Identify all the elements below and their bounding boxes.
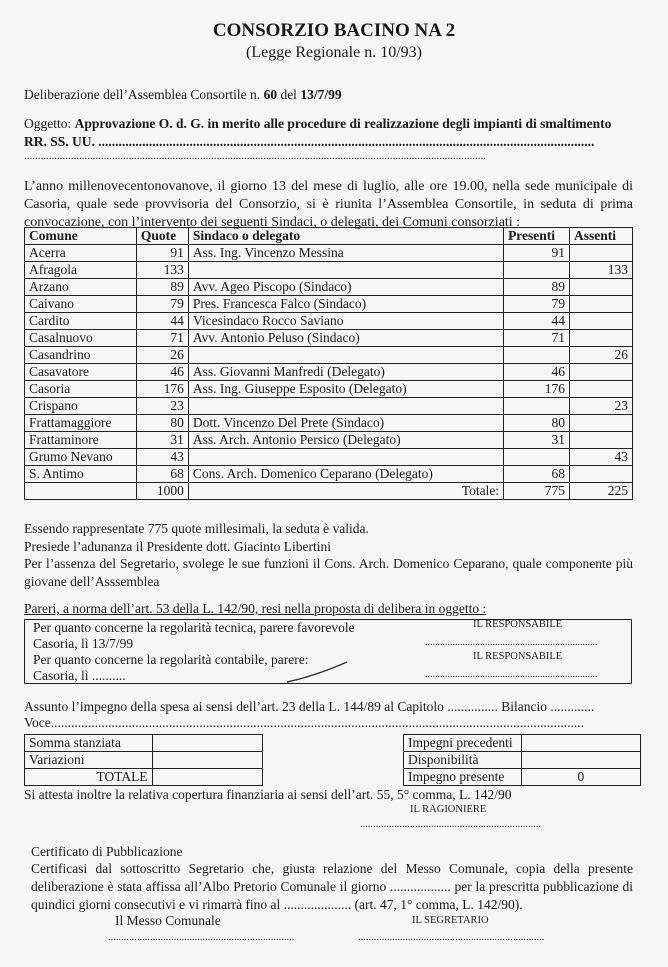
- table-row: [25, 398, 633, 415]
- cell-quote: 91: [136, 245, 188, 262]
- cell-comune: Casandrino: [25, 347, 137, 364]
- pareri-box: [24, 619, 632, 684]
- cell-delegato: [188, 262, 503, 279]
- cell-comune: Casavatore: [25, 364, 137, 381]
- messo-signature-line: .......................................................................: [108, 932, 295, 943]
- table-row: [25, 466, 633, 483]
- cell-comune: Casalnuovo: [25, 330, 137, 347]
- attesta-line: Si attesta inoltre la relativa copertura finanziaria ai sensi dell’art. 55, 5° comma, L. 142/90: [24, 787, 512, 802]
- cell-quote: 23: [136, 398, 188, 415]
- certificato-paragraph: Certificasi dal sottoscritto Segretario che, giusta relazione del Messo Comunale, copia della presente deliberazione è stata affissa all’Albo Pretorio Comunale il giorno .................. per la prescritta pubblicazione di quindici giorni consecutivi e vi rimarrà fino al .................... (art. 47, 1° comma, L. 142/90).: [31, 861, 633, 912]
- cell-quote: 44: [136, 313, 188, 330]
- table-row: [25, 245, 633, 262]
- intro-paragraph: L’anno millenovecentonovanove, il giorno 13 del mese di luglio, alle ore 19.00, nella sede municipale di Casoria, quale sede provvisoria del Consorzio, si è riunita l’Assemblea Consortile, in seduta di prima convocazione, con l’intervento dei seguenti Sindaci, o delegati, dei Comuni consorziati :: [24, 179, 633, 230]
- cell-quote: 80: [136, 415, 188, 432]
- cell-value: [152, 769, 262, 786]
- cell-delegato: Vicesindaco Rocco Saviano: [188, 313, 503, 330]
- cell-comune: Cardito: [25, 313, 137, 330]
- total-assenti: 225: [570, 483, 633, 500]
- validity-line: Essendo rappresentate 775 quote millesimali, la seduta è valida.: [24, 521, 369, 536]
- cell-presenti: [504, 449, 570, 466]
- attendance-table: [24, 227, 633, 500]
- cell-comune: Casoria: [25, 381, 137, 398]
- cell-quote: 43: [136, 449, 188, 466]
- cell-value: [521, 752, 640, 769]
- table-row: [25, 769, 263, 786]
- cell-presenti: 71: [504, 330, 570, 347]
- cell-empty: [25, 483, 137, 500]
- table-row: [25, 432, 633, 449]
- table-row: [404, 735, 641, 752]
- cell-assenti: 133: [570, 262, 633, 279]
- deliberazione-date: 13/7/99: [300, 87, 342, 102]
- cell-delegato: Ass. Arch. Antonio Persico (Delegato): [188, 432, 503, 449]
- table-row: [25, 279, 633, 296]
- cell-value: [521, 735, 640, 752]
- cell-delegato: Pres. Francesca Falco (Sindaco): [188, 296, 503, 313]
- table-row: [25, 752, 263, 769]
- table-row: [25, 262, 633, 279]
- cell-quote: 89: [136, 279, 188, 296]
- cell-quote: 176: [136, 381, 188, 398]
- total-presenti: 775: [504, 483, 570, 500]
- ragioniere-signature-line: .....................................................................: [360, 819, 542, 830]
- cell-comune: Arzano: [25, 279, 137, 296]
- table-row: [25, 313, 633, 330]
- cell-label: Impegni precedenti: [404, 735, 522, 752]
- cell-assenti: [570, 381, 633, 398]
- cell-presenti: [504, 262, 570, 279]
- president-line: Presiede l’adunanza il Presidente dott. Giacinto Libertini: [24, 539, 332, 554]
- cell-quote: 133: [136, 262, 188, 279]
- voce-line: Voce..............................................................................................................................................................: [24, 715, 584, 730]
- cell-assenti: 26: [570, 347, 633, 364]
- table-header-row: [25, 228, 633, 245]
- responsabile-contabile: IL RESPONSABILE: [473, 651, 563, 662]
- header-comune: Comune: [25, 228, 137, 245]
- cell-quote: 79: [136, 296, 188, 313]
- cell-comune: Acerra: [25, 245, 137, 262]
- budget-left-table: [24, 734, 263, 786]
- signature-line-contabile: .....................................................................: [425, 669, 598, 680]
- cell-delegato: Avv. Ageo Piscopo (Sindaco): [188, 279, 503, 296]
- cell-delegato: Ass. Giovanni Manfredi (Delegato): [188, 364, 503, 381]
- pareri-contabile-date: Casoria, lì ..........: [33, 668, 126, 683]
- cell-assenti: [570, 296, 633, 313]
- cell-presenti: [504, 398, 570, 415]
- cell-quote: 46: [136, 364, 188, 381]
- cell-presenti: 44: [504, 313, 570, 330]
- cell-quote: 71: [136, 330, 188, 347]
- oggetto-text: Approvazione O. d. G. in merito alle procedure di realizzazione degli impianti di smaltimento: [74, 116, 612, 131]
- total-label: Totale:: [188, 483, 503, 500]
- secretary-paragraph: Per l’assenza del Segretario, svolege le sue funzioni il Cons. Arch. Domenico Ceparano, quale componente più giovane dell’Asssemblea: [24, 556, 633, 589]
- cell-comune: Frattamaggiore: [25, 415, 137, 432]
- cell-assenti: [570, 330, 633, 347]
- cell-presenti: 79: [504, 296, 570, 313]
- table-row: [25, 415, 633, 432]
- deliberazione-prefix: Deliberazione dell’Assemblea Consortile n.: [24, 87, 261, 102]
- table-row: [404, 769, 641, 786]
- cell-assenti: 43: [570, 449, 633, 466]
- cell-delegato: [188, 398, 503, 415]
- table-row: [25, 296, 633, 313]
- table-row: [25, 364, 633, 381]
- cell-assenti: [570, 432, 633, 449]
- cell-delegato: Ass. Ing. Vincenzo Messina: [188, 245, 503, 262]
- oggetto-label: Oggetto:: [24, 116, 72, 131]
- cell-label: TOTALE: [25, 769, 153, 786]
- cell-presenti: 91: [504, 245, 570, 262]
- cell-label: Disponibilità: [404, 752, 522, 769]
- cell-assenti: 23: [570, 398, 633, 415]
- cell-presenti: 68: [504, 466, 570, 483]
- cell-assenti: [570, 364, 633, 381]
- header-quote: Quote: [136, 228, 188, 245]
- deliberazione-line: [24, 87, 342, 103]
- cell-delegato: Cons. Arch. Domenico Ceparano (Delegato): [188, 466, 503, 483]
- cell-comune: S. Antimo: [25, 466, 137, 483]
- cell-label: Somma stanziata: [25, 735, 153, 752]
- cell-assenti: [570, 279, 633, 296]
- table-row: [25, 330, 633, 347]
- signature-line-tecnica: .....................................................................: [425, 637, 598, 648]
- cell-value: [152, 752, 262, 769]
- pareri-tecnica-date: Casoria, lì 13/7/99: [33, 636, 134, 651]
- cell-delegato: Avv. Antonio Peluso (Sindaco): [188, 330, 503, 347]
- cell-quote: 31: [136, 432, 188, 449]
- cell-presenti: 89: [504, 279, 570, 296]
- header-delegato: Sindaco o delegato: [188, 228, 503, 245]
- signature-stroke-icon: [285, 658, 355, 686]
- deliberazione-del: del: [280, 87, 297, 102]
- segretario-signature-line: .......................................................................: [358, 932, 545, 943]
- cell-assenti: [570, 466, 633, 483]
- table-row: [25, 347, 633, 364]
- oggetto-line: [24, 116, 611, 132]
- cell-presenti: 46: [504, 364, 570, 381]
- cell-comune: Frattaminore: [25, 432, 137, 449]
- document-title: CONSORZIO BACINO NA 2: [212, 20, 456, 41]
- impegno-line: Assunto l’impegno della spesa ai sensi dell’art. 23 della L. 144/89 al Capitolo ............... Bilancio .............: [24, 699, 595, 714]
- certificato-title: Certificato di Pubblicazione: [31, 844, 183, 859]
- cell-presenti: 80: [504, 415, 570, 432]
- total-quote: 1000: [136, 483, 188, 500]
- pareri-tecnica: Per quanto concerne la regolarità tecnica, parere favorevole: [33, 620, 355, 635]
- cell-label: Variazioni: [25, 752, 153, 769]
- cell-delegato: [188, 347, 503, 364]
- table-row: [25, 735, 263, 752]
- cell-comune: Caivano: [25, 296, 137, 313]
- header-assenti: Assenti: [570, 228, 633, 245]
- cell-assenti: [570, 415, 633, 432]
- table-row: [25, 449, 633, 466]
- cell-presenti: 176: [504, 381, 570, 398]
- cell-quote: 68: [136, 466, 188, 483]
- cell-presenti: [504, 347, 570, 364]
- cell-presenti: 31: [504, 432, 570, 449]
- responsabile-tecnica: IL RESPONSABILE: [473, 619, 563, 630]
- oggetto-line3: ........................................................................................................................................................................: [24, 150, 486, 162]
- segretario-label: IL SEGRETARIO: [412, 915, 489, 926]
- document-subtitle: (Legge Regionale n. 10/93): [246, 44, 422, 61]
- cell-quote: 26: [136, 347, 188, 364]
- cell-comune: Crispano: [25, 398, 137, 415]
- table-totals-row: [25, 483, 633, 500]
- cell-value: [152, 735, 262, 752]
- budget-right-table: [403, 734, 641, 786]
- cell-comune: Grumo Nevano: [25, 449, 137, 466]
- cell-assenti: [570, 313, 633, 330]
- table-row: [25, 381, 633, 398]
- deliberazione-number: 60: [263, 87, 278, 102]
- cell-delegato: Dott. Vincenzo Del Prete (Sindaco): [188, 415, 503, 432]
- oggetto-line2: RR. SS. UU. ...................................................................................................................................................: [24, 134, 595, 149]
- cell-label: Impegno presente: [404, 769, 522, 786]
- messo-label: Il Messo Comunale: [115, 913, 221, 928]
- ragioniere-label: IL RAGIONIERE: [410, 804, 487, 815]
- pareri-heading: Pareri, a norma dell’art. 53 della L. 142/90, resi nella proposta di delibera in oggetto :: [24, 601, 487, 616]
- cell-comune: Afragola: [25, 262, 137, 279]
- cell-value: 0: [521, 769, 640, 786]
- header-presenti: Presenti: [504, 228, 570, 245]
- pareri-contabile: Per quanto concerne la regolarità contabile, parere:: [33, 652, 309, 667]
- cell-assenti: [570, 245, 633, 262]
- cell-delegato: [188, 449, 503, 466]
- cell-delegato: Ass. Ing. Giuseppe Esposito (Delegato): [188, 381, 503, 398]
- table-row: [404, 752, 641, 769]
